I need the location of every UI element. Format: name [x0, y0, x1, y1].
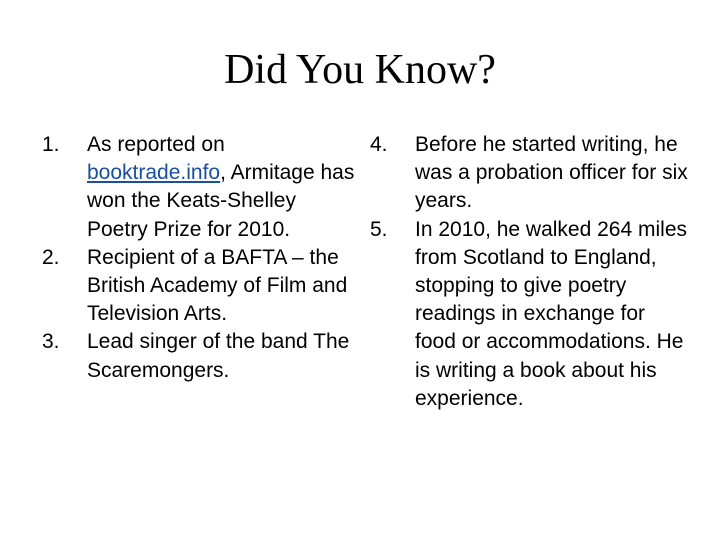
list-item	[370, 216, 690, 413]
item-number: 1.	[42, 133, 60, 156]
item-text: Recipient of a BAFTA – the British Academy of Film and Television Arts.	[87, 245, 348, 326]
item-text: Lead singer of the band The Scaremongers.	[87, 330, 350, 382]
slide-title: Did You Know?	[224, 47, 496, 93]
left-column	[42, 131, 358, 385]
right-column	[370, 131, 690, 413]
list-item	[42, 328, 358, 384]
item-text: Before he started writing, he was a probation officer for six years.	[415, 133, 688, 213]
fact-list-right	[370, 131, 690, 413]
item-text-after: , Armitage has won the Keats-Shelley Poetry Prize for 2010.	[87, 161, 355, 241]
item-number: 2.	[42, 245, 60, 269]
booktrade-link[interactable]: booktrade.info	[87, 161, 221, 185]
fact-list-left	[42, 131, 358, 385]
item-text: In 2010, he walked 264 miles from Scotland to England, stopping to give poetry readings in exchange for food or accommodations. He is writing a book about his experience.	[415, 217, 688, 410]
item-text-before: As reported on	[87, 133, 225, 156]
item-text	[87, 131, 358, 244]
list-item	[370, 131, 690, 216]
list-item	[42, 131, 358, 244]
item-number: 5.	[370, 217, 388, 241]
item-number: 3.	[42, 330, 60, 354]
list-item	[42, 244, 358, 329]
item-number: 4.	[370, 133, 388, 156]
